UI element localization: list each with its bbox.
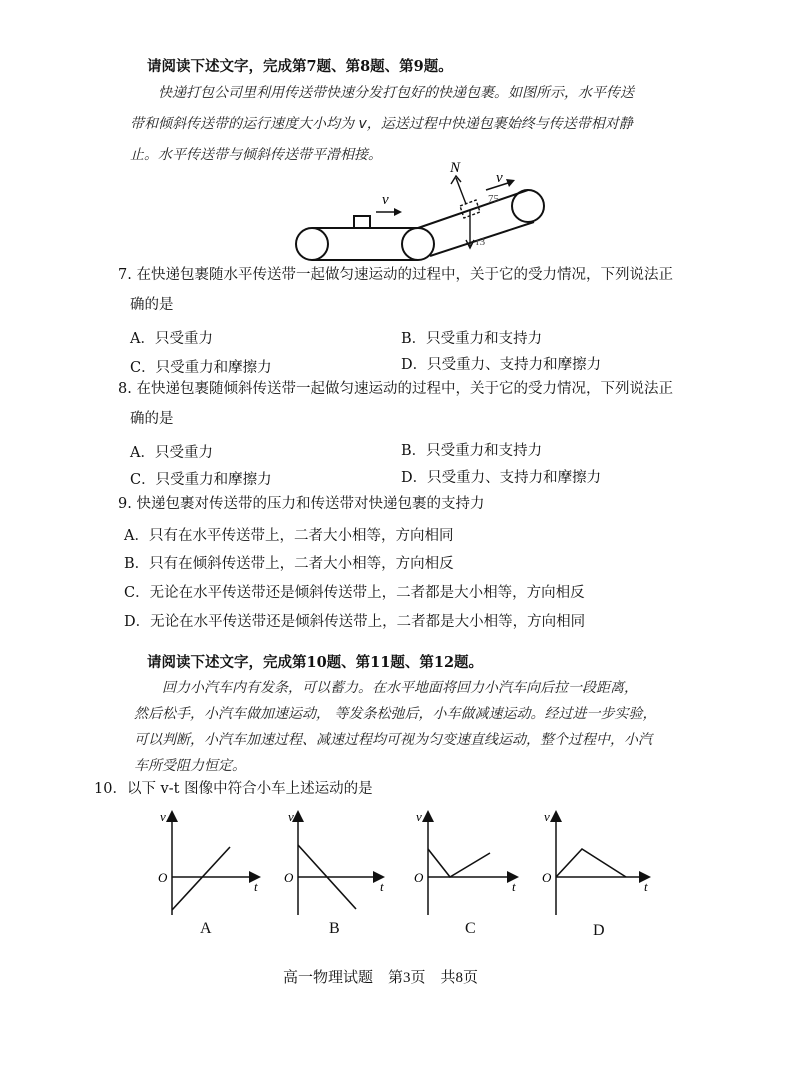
normal-force-label: N <box>450 160 461 176</box>
q7-stem-line2: 确的是 <box>130 297 174 313</box>
velocity-label-inclined: v <box>496 170 503 186</box>
section2-heading: 请阅读下述文字，完成第10题、第11题、第12题。 <box>147 654 484 671</box>
section2-passage-line2: 然后松手，小汽车做加速运动， 等发条松弛后，小车做减速运动。经过进一步实验， <box>134 706 657 722</box>
graph-c-xlabel: t <box>512 879 516 894</box>
q8-option-c[interactable]: C．只受重力和摩擦力 <box>130 472 272 488</box>
q9-option-b[interactable]: B．只有在倾斜传送带上，二者大小相等，方向相反 <box>124 556 454 572</box>
section1-passage-line2: 带和倾斜传送带的运行速度大小均为 v，运送过程中快递包裹始终与传送带相对静 <box>130 116 633 132</box>
q8-stem-line1: 8. 在快递包裹随倾斜传送带一起做匀速运动的过程中，关于它的受力情况，下列说法正 <box>118 381 673 397</box>
section1-passage-line1: 快递打包公司里利用传送带快速分发打包好的快递包裹。如图所示，水平传送 <box>158 85 634 101</box>
graph-b[interactable] <box>284 809 384 915</box>
graph-d[interactable] <box>542 809 648 915</box>
graph-b-xlabel: t <box>380 879 384 894</box>
graph-a[interactable] <box>158 809 258 915</box>
page-footer: 高一物理试题 第3页 共8页 <box>283 970 479 986</box>
section1-heading: 请阅读下述文字，完成第7题、第8题、第9题。 <box>147 58 453 75</box>
graph-d-line <box>556 849 626 877</box>
section2-passage-line4: 车所受阻力恒定。 <box>134 758 246 774</box>
velocity-label-horizontal: v <box>382 192 389 208</box>
graph-a-line <box>172 847 230 910</box>
horizontal-belt-left-roller <box>296 228 328 260</box>
graph-c-letter[interactable]: C <box>465 920 476 937</box>
graph-a-origin: O <box>158 870 168 885</box>
graph-c-line <box>428 849 490 877</box>
svg-text:r3: r3 <box>476 236 486 248</box>
svg-text:75: 75 <box>488 193 499 205</box>
graph-b-letter[interactable]: B <box>329 920 340 937</box>
graph-d-origin: O <box>542 870 552 885</box>
section2-passage-line1: 回力小汽车内有发条，可以蓄力。在水平地面将回力小汽车向后拉一段距离， <box>162 680 638 696</box>
vt-graphs <box>150 805 690 945</box>
graph-c-ylabel: v <box>416 809 422 824</box>
q7-option-a[interactable]: A．只受重力 <box>130 331 213 347</box>
graph-a-xlabel: t <box>254 879 258 894</box>
q8-option-d[interactable]: D．只受重力、支持力和摩擦力 <box>401 470 602 486</box>
section1-passage-line3: 止。水平传送带与倾斜传送带平滑相接。 <box>130 147 382 163</box>
horizontal-belt-right-roller <box>402 228 434 260</box>
q9-option-d[interactable]: D．无论在水平传送带还是倾斜传送带上，二者都是大小相等，方向相同 <box>124 614 586 630</box>
section2-passage-line3: 可以判断，小汽车加速过程、减速过程均可视为匀变速直线运动，整个过程中，小汽 <box>134 732 652 748</box>
graph-d-ylabel: v <box>544 809 550 824</box>
q7-stem-line1: 7. 在快递包裹随水平传送带一起做匀速运动的过程中，关于它的受力情况，下列说法正 <box>118 267 673 283</box>
q9-option-c[interactable]: C．无论在水平传送带还是倾斜传送带上，二者都是大小相等，方向相反 <box>124 585 585 601</box>
graph-d-letter[interactable]: D <box>593 922 605 939</box>
graph-d-xlabel: t <box>644 879 648 894</box>
conveyor-figure <box>290 158 560 268</box>
graph-a-ylabel: v <box>160 809 166 824</box>
q8-option-b[interactable]: B．只受重力和支持力 <box>401 443 543 459</box>
q10-stem: 10．以下 v-t 图像中符合小车上述运动的是 <box>94 781 373 797</box>
graph-b-origin: O <box>284 870 294 885</box>
q7-option-d[interactable]: D．只受重力、支持力和摩擦力 <box>401 357 602 373</box>
package-on-horizontal-belt <box>354 216 370 228</box>
q8-option-a[interactable]: A．只受重力 <box>130 445 213 461</box>
graph-b-ylabel: v <box>288 809 294 824</box>
graph-a-letter[interactable]: A <box>200 920 212 937</box>
q7-option-c[interactable]: C．只受重力和摩擦力 <box>130 360 272 376</box>
q8-stem-line2: 确的是 <box>130 411 174 427</box>
q7-option-b[interactable]: B．只受重力和支持力 <box>401 331 543 347</box>
q9-stem: 9. 快递包裹对传送带的压力和传送带对快递包裹的支持力 <box>118 496 485 512</box>
graph-c-origin: O <box>414 870 424 885</box>
graph-c[interactable] <box>414 809 516 915</box>
q9-option-a[interactable]: A．只有在水平传送带上，二者大小相等，方向相同 <box>124 528 454 544</box>
